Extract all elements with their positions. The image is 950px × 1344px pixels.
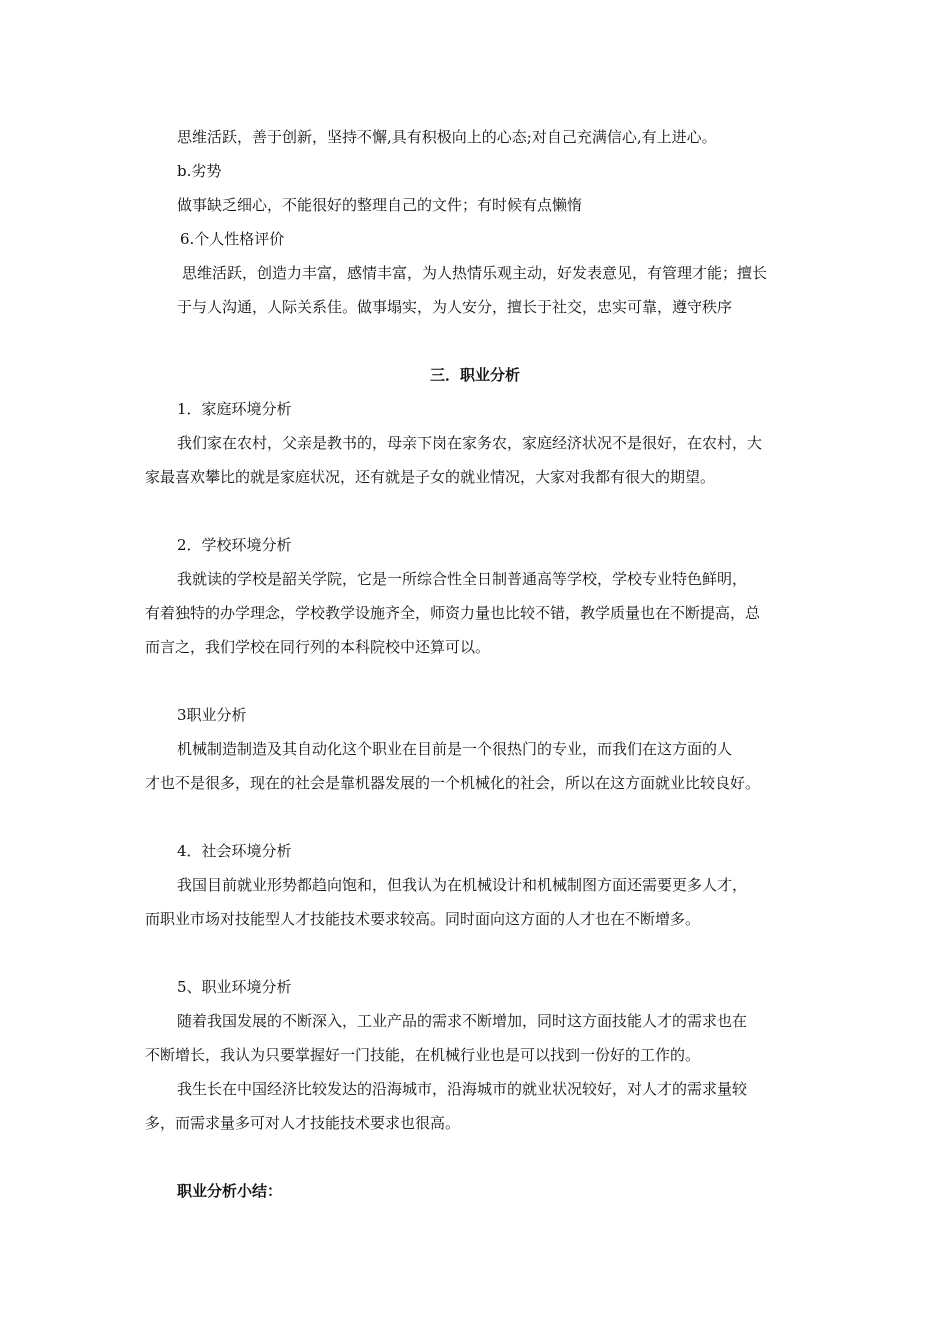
school-line-3: 而言之，我们学校在同行列的本科院校中还算可以。 [145,638,491,656]
coast-line-1: 我生长在中国经济比较发达的沿海城市，沿海城市的就业状况较好，对人才的需求量较 [177,1080,748,1098]
section-title: 三．职业分析 [429,366,520,384]
career-line-2: 才也不是很多，现在的社会是靠机器发展的一个机械化的社会，所以在这方面就业比较良好。 [145,774,761,792]
coast-line-2: 多，而需求量多可对人才技能技术要求也很高。 [145,1114,461,1132]
school-heading: 2．学校环境分析 [177,536,292,554]
weakness-heading: b.劣势 [177,162,222,180]
family-line-1: 我们家在农村，父亲是教书的，母亲下岗在家务农，家庭经济状况不是很好，在农村，大 [177,434,763,452]
school-line-2: 有着独特的办学理念，学校教学设施齐全，师资力量也比较不错，教学质量也在不断提高，总 [145,604,761,622]
career-line-1: 机械制造制造及其自动化这个职业在目前是一个很热门的专业，而我们在这方面的人 [177,740,733,758]
personality-line-2: 于与人沟通，人际关系佳。做事塌实，为人安分，擅长于社交，忠实可靠，遵守秩序 [177,298,733,316]
weakness-text: 做事缺乏细心，不能很好的整理自己的文件；有时候有点懒惰 [177,196,583,214]
work-line-1: 随着我国发展的不断深入，工业产品的需求不断增加，同时这方面技能人才的需求也在 [177,1012,748,1030]
family-heading: 1．家庭环境分析 [177,400,292,418]
summary-heading: 职业分析小结： [177,1182,283,1200]
work-heading: 5、职业环境分析 [177,978,292,996]
work-line-2: 不断增长，我认为只要掌握好一门技能，在机械行业也是可以找到一份好的工作的。 [145,1046,701,1064]
social-heading: 4．社会环境分析 [177,842,292,860]
school-line-1: 我就读的学校是韶关学院，它是一所综合性全日制普通高等学校，学校专业特色鲜明， [177,570,748,588]
personality-line-1: 思维活跃，创造力丰富，感情丰富，为人热情乐观主动，好发表意见，有管理才能；擅长 [182,264,768,282]
personality-heading: 6.个人性格评价 [180,230,285,248]
strengths-text: 思维活跃，善于创新，坚持不懈,具有积极向上的心态;对自己充满信心,有上进心。 [177,128,717,146]
social-line-1: 我国目前就业形势都趋向饱和，但我认为在机械设计和机械制图方面还需要更多人才， [177,876,748,894]
social-line-2: 而职业市场对技能型人才技能技术要求较高。同时面向这方面的人才也在不断增多。 [145,910,701,928]
family-line-2: 家最喜欢攀比的就是家庭状况，还有就是子女的就业情况，大家对我都有很大的期望。 [145,468,716,486]
career-heading: 3职业分析 [177,706,247,724]
